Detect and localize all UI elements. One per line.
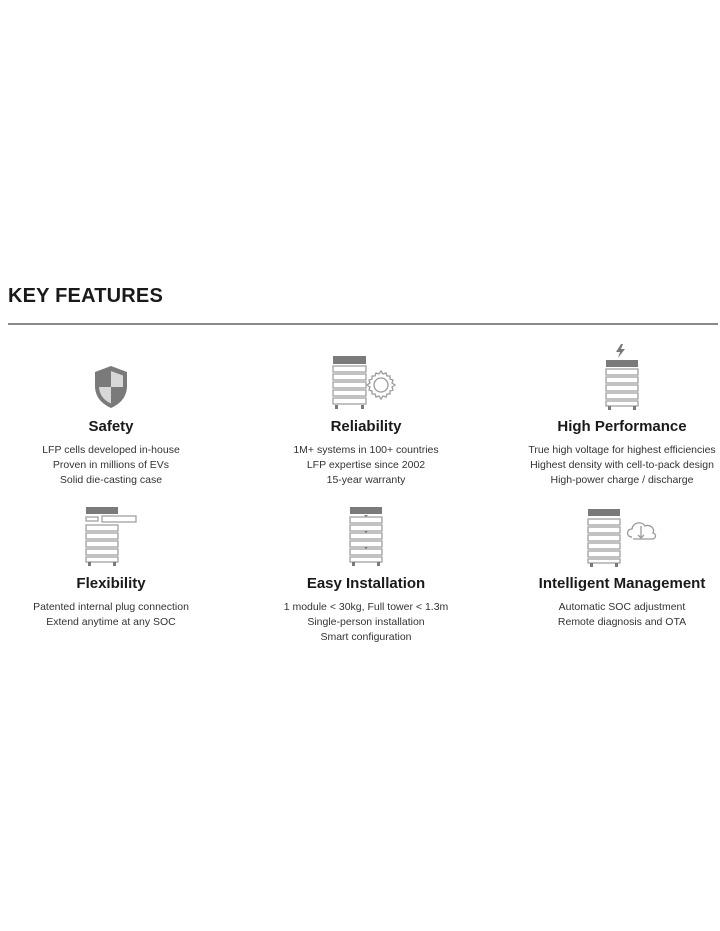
feature-line: High-power charge / discharge <box>550 474 694 486</box>
feature-line: LFP expertise since 2002 <box>306 459 426 471</box>
feature-line: Proven in millions of EVs <box>52 459 170 471</box>
battery-stack-icon <box>348 505 384 567</box>
feature-line: Highest density with cell-to-pack design <box>530 459 714 471</box>
feature-title: Flexibility <box>76 575 146 592</box>
feature-line: 1 module < 30kg, Full tower < 1.3m <box>283 601 449 613</box>
feature-line: Extend anytime at any SOC <box>46 616 176 628</box>
feature-line: Remote diagnosis and OTA <box>557 616 687 628</box>
feature-title: Safety <box>88 418 134 435</box>
feature-line: Single-person installation <box>307 616 425 628</box>
feature-line: 15-year warranty <box>326 474 406 486</box>
feature-line: 1M+ systems in 100+ countries <box>293 444 439 456</box>
feature-line: Automatic SOC adjustment <box>558 601 686 613</box>
feature-title: Reliability <box>330 418 402 435</box>
feature-intelligent-management <box>502 507 720 630</box>
feature-title: Easy Installation <box>306 575 426 592</box>
feature-line: True high voltage for highest efficiencies <box>528 444 716 456</box>
shield-icon <box>91 364 131 410</box>
feature-title: High Performance <box>557 418 687 435</box>
feature-reliability <box>246 350 486 488</box>
feature-flexibility <box>0 507 231 630</box>
feature-line: Solid die-casting case <box>59 474 163 486</box>
feature-line: LFP cells developed in-house <box>42 444 180 456</box>
battery-cloud-icon <box>586 507 658 567</box>
feature-safety <box>0 350 231 488</box>
battery-gear-icon <box>331 354 401 410</box>
feature-line: Smart configuration <box>320 631 412 643</box>
section-title: KEY FEATURES <box>8 285 164 307</box>
battery-plug-icon <box>84 505 138 567</box>
feature-high-performance <box>502 350 720 488</box>
feature-easy-installation <box>246 507 486 645</box>
battery-bolt-icon <box>604 342 640 410</box>
feature-line: Patented internal plug connection <box>33 601 189 613</box>
feature-title: Intelligent Management <box>538 575 706 592</box>
section-divider <box>8 323 718 325</box>
